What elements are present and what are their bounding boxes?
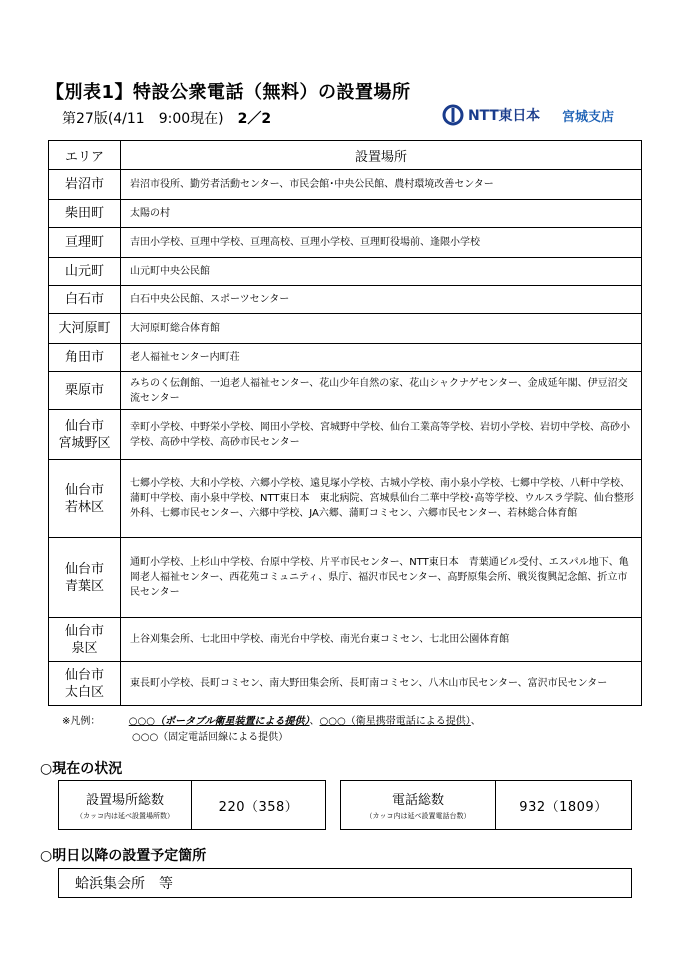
column-header-place: 設置場所 bbox=[121, 141, 642, 170]
area-cell: 白石市 bbox=[49, 286, 121, 314]
sites-total-value: 220（358） bbox=[218, 799, 299, 815]
table-row bbox=[49, 314, 642, 344]
location-table bbox=[48, 140, 642, 706]
area-cell: 角田市 bbox=[49, 344, 121, 372]
legend bbox=[62, 714, 481, 746]
logo-text: NTT東日本 bbox=[468, 108, 540, 124]
area-cell: 柴田町 bbox=[49, 200, 121, 228]
phones-total-label: 電話総数 bbox=[391, 793, 444, 808]
area-cell: 岩沼市 bbox=[49, 170, 121, 200]
legend-satellite-portable: ○○○（ポータブル衛星装置による提供） bbox=[128, 716, 310, 727]
branch-name: 宮城支店 bbox=[561, 109, 614, 125]
sites-total-label: 設置場所総数 bbox=[85, 793, 164, 808]
phones-total-box bbox=[340, 780, 632, 830]
places-cell: 山元町中央公民館 bbox=[121, 258, 642, 286]
table-row bbox=[49, 662, 642, 706]
area-cell: 仙台市 泉区 bbox=[49, 618, 121, 662]
area-cell: 仙台市 若林区 bbox=[49, 460, 121, 538]
area-cell: 仙台市 青葉区 bbox=[49, 538, 121, 618]
area-cell: 栗原市 bbox=[49, 372, 121, 410]
planned-heading bbox=[40, 845, 206, 865]
ntt-logo bbox=[442, 104, 614, 126]
planned-sites-box bbox=[58, 868, 632, 898]
legend-label: ※凡例： bbox=[62, 716, 101, 727]
places-cell: 上谷刈集会所、七北田中学校、南光台中学校、南光台東コミセン、七北田公園体育館 bbox=[121, 618, 642, 662]
planned-heading-text: 明日以降の設置予定箇所 bbox=[52, 848, 207, 864]
column-header-area: エリア bbox=[49, 141, 121, 170]
area-cell: 仙台市 宮城野区 bbox=[49, 410, 121, 460]
page-number: 2／2 bbox=[237, 111, 272, 127]
places-cell: 岩沼市役所、勤労者活動センター、市民会館･中央公民館、農村環境改善センター bbox=[121, 170, 642, 200]
table-row bbox=[49, 344, 642, 372]
places-cell: 幸町小学校、中野栄小学校、岡田小学校、宮城野中学校、仙台工業高等学校、岩切小学校、岩切中学校、高砂小学校、高砂中学校、高砂市民センター bbox=[121, 410, 642, 460]
legend-line-1 bbox=[62, 714, 481, 730]
places-cell: 白石中央公民館、スポーツセンター bbox=[121, 286, 642, 314]
table-row bbox=[49, 538, 642, 618]
table-row bbox=[49, 460, 642, 538]
legend-satellite-phone: ○○○（衛星携帯電話による提供） bbox=[319, 716, 471, 727]
area-cell: 大河原町 bbox=[49, 314, 121, 344]
area-cell: 山元町 bbox=[49, 258, 121, 286]
places-cell: 七郷小学校、大和小学校、六郷小学校、遠見塚小学校、古城小学校、南小泉小学校、七郷中学校、八軒中学校、蒲町中学校、南小泉中学校、NTT東日本 東北病院、宮城県仙台二華中学校･高等学校、ウルスラ学院、仙台整形外科、七郷市民センター、六郷中学校、JA六郷、蒲町コミセン、六郷市民センター、若林総合体育館 bbox=[121, 460, 642, 538]
table-body bbox=[49, 170, 642, 706]
table-row bbox=[49, 258, 642, 286]
sites-total-note: （カッコ内は延べ設置場所数） bbox=[76, 812, 174, 820]
circle-bullet-icon: ○ bbox=[40, 848, 53, 864]
edition-info bbox=[62, 108, 271, 128]
places-cell: 老人福祉センター内町荘 bbox=[121, 344, 642, 372]
legend-separator: 、 bbox=[470, 716, 481, 727]
current-status-heading-text: 現在の状況 bbox=[52, 761, 123, 777]
sites-total-label-cell bbox=[59, 781, 192, 829]
current-status-heading bbox=[40, 758, 122, 778]
table-header-row bbox=[49, 141, 642, 170]
ntt-logo-mark-icon bbox=[442, 104, 464, 126]
phones-total-label-cell bbox=[341, 781, 496, 829]
area-cell: 亘理町 bbox=[49, 228, 121, 258]
table-row bbox=[49, 372, 642, 410]
legend-separator: 、 bbox=[309, 716, 320, 727]
places-cell: 太陽の村 bbox=[121, 200, 642, 228]
places-cell: 通町小学校、上杉山中学校、台原中学校、片平市民センター、NTT東日本 青葉通ビル受付、エスパル地下、亀岡老人福祉センター、西花苑コミュニティ、県庁、福沢市民センター、高野原集会所、戦災復興記念館、折立市民センター bbox=[121, 538, 642, 618]
sites-total-box bbox=[58, 780, 326, 830]
phones-total-note: （カッコ内は延べ設置電話台数） bbox=[365, 812, 471, 820]
phones-total-value: 932（1809） bbox=[519, 799, 608, 815]
places-cell: みちのく伝創館、一迫老人福祉センター、花山少年自然の家、花山シャクナゲセンター、金成延年閣、伊豆沼交流センター bbox=[121, 372, 642, 410]
circle-bullet-icon: ○ bbox=[40, 761, 53, 777]
places-cell: 大河原町総合体育館 bbox=[121, 314, 642, 344]
places-cell: 吉田小学校、亘理中学校、亘理高校、亘理小学校、亘理町役場前、逢隈小学校 bbox=[121, 228, 642, 258]
table-row bbox=[49, 618, 642, 662]
table-row bbox=[49, 410, 642, 460]
planned-sites-value: 蛤浜集会所 等 bbox=[75, 876, 173, 892]
page-title: 【別表1】特設公衆電話（無料）の設置場所 bbox=[46, 82, 411, 103]
legend-fixed-line: ○○○（固定電話回線による提供） bbox=[132, 732, 289, 743]
table-row bbox=[49, 200, 642, 228]
places-cell: 東長町小学校、長町コミセン、南大野田集会所、長町南コミセン、八木山市民センター、富沢市民センター bbox=[121, 662, 642, 706]
table-row bbox=[49, 228, 642, 258]
table-row bbox=[49, 286, 642, 314]
legend-line-2 bbox=[62, 730, 481, 746]
table-row bbox=[49, 170, 642, 200]
area-cell: 仙台市 太白区 bbox=[49, 662, 121, 706]
edition-label: 第27版(4/11 9:00現在) bbox=[62, 111, 224, 127]
